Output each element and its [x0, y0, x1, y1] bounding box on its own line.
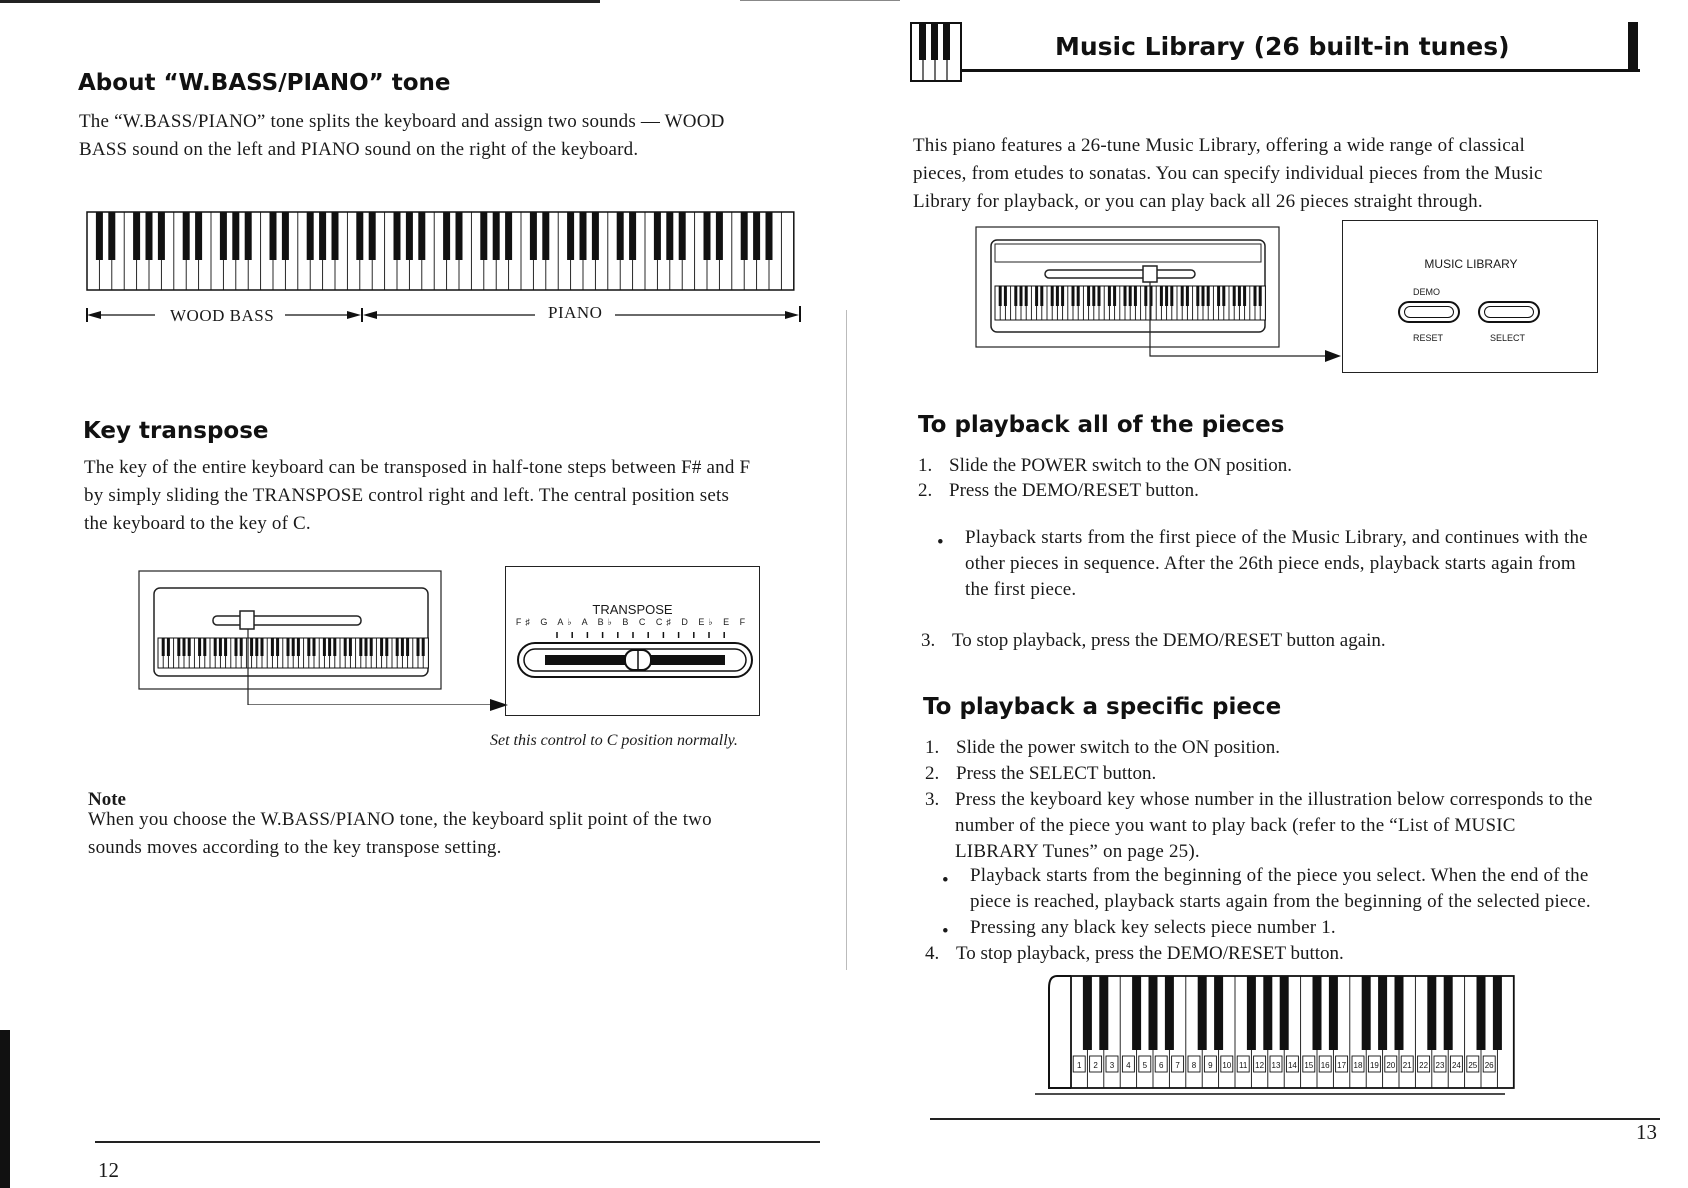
- step-text: Press the DEMO/RESET button.: [949, 480, 1199, 501]
- bullet1-line-2: piece is reached, playback starts again from the beginning of the selected piece.: [970, 891, 1591, 912]
- piano-overview-illustration: [138, 570, 508, 705]
- specific-step-3-text: [955, 787, 1665, 865]
- step-text: Press the SELECT button.: [956, 763, 1157, 784]
- key-number-17: 17: [1337, 1061, 1347, 1070]
- music-library-piano-illustration: [975, 226, 1345, 372]
- key-number-15: 15: [1304, 1061, 1314, 1070]
- header-underline: [962, 69, 1640, 72]
- key-number-16: 16: [1320, 1061, 1330, 1070]
- bullet-dot: •: [937, 532, 944, 553]
- playback-all-step-3: [921, 628, 1386, 654]
- bullet-dot: •: [942, 870, 949, 891]
- key-number-14: 14: [1287, 1061, 1297, 1070]
- transpose-label: TRANSPOSE: [592, 602, 673, 617]
- music-library-header: [910, 22, 1640, 82]
- transpose-line-3: the keyboard to the key of C.: [84, 513, 311, 534]
- panel-title: MUSIC LIBRARY: [1424, 257, 1518, 271]
- step3-line-2: number of the piece you want to play back (refer to the “List of MUSIC: [955, 815, 1516, 836]
- center-gutter-line: [846, 310, 847, 970]
- key-number-7: 7: [1175, 1061, 1180, 1070]
- step-text: To stop playback, press the DEMO/RESET button again.: [952, 630, 1386, 651]
- specific-step-4: [925, 941, 1344, 967]
- note-line-1: When you choose the W.BASS/PIANO tone, the keyboard split point of the two: [88, 809, 712, 830]
- key-number-26: 26: [1484, 1061, 1494, 1070]
- step-text: To stop playback, press the DEMO/RESET button.: [956, 943, 1344, 964]
- wbass-line-1: The “W.BASS/PIANO” tone splits the keyboard and assign two sounds — WOOD: [79, 111, 725, 132]
- numbered-keyboard-keys: [1035, 976, 1514, 1094]
- left-page-number: 12: [98, 1158, 119, 1182]
- key-number-5: 5: [1142, 1061, 1148, 1070]
- bullet-line-2: other pieces in sequence. After the 26th piece ends, playback starts again from: [965, 553, 1576, 574]
- step-text: Slide the POWER switch to the ON position.: [949, 455, 1293, 476]
- intro-line-3: Library for playback, or you can play back all 26 pieces straight through.: [913, 191, 1483, 212]
- specific-step-1: [925, 735, 1280, 761]
- key-number-24: 24: [1451, 1061, 1461, 1070]
- right-page-number: 13: [1636, 1120, 1657, 1144]
- step-number: 2.: [925, 763, 940, 784]
- key-number-12: 12: [1255, 1061, 1265, 1070]
- key-number-23: 23: [1435, 1061, 1445, 1070]
- key-number-9: 9: [1208, 1061, 1213, 1070]
- left-footer-rule: [95, 1141, 820, 1143]
- bullet1-line-1: Playback starts from the beginning of the piece you select. When the end of the: [970, 865, 1589, 886]
- music-library-title: Music Library (26 built-in tunes): [1055, 32, 1510, 61]
- split-keyboard-keys: [87, 212, 794, 290]
- step-number: 1.: [918, 455, 933, 476]
- section-title-playback-specific: To playback a specific piece: [923, 694, 1282, 720]
- transpose-caption: Set this control to C position normally.: [490, 732, 738, 749]
- key-number-4: 4: [1126, 1061, 1131, 1070]
- step3-line-1: Press the keyboard key whose number in the illustration below corresponds to the: [955, 789, 1593, 810]
- intro-line-2: pieces, from etudes to sonatas. You can specify individual pieces from the Music: [913, 163, 1543, 184]
- key-number-25: 25: [1468, 1061, 1478, 1070]
- intro-line-1: This piano features a 26-tune Music Library, offering a wide range of classical: [913, 135, 1525, 156]
- section-title-key-transpose: Key transpose: [83, 418, 269, 444]
- overview-keys: [158, 638, 428, 668]
- key-number-22: 22: [1419, 1061, 1429, 1070]
- step-number: 3.: [921, 630, 936, 651]
- section-title-playback-all: To playback all of the pieces: [918, 412, 1285, 438]
- transpose-ticks: [557, 632, 724, 638]
- step-number: 2.: [918, 480, 933, 501]
- specific-bullet-2: Pressing any black key selects piece number 1.: [970, 917, 1336, 938]
- transpose-paragraph: [84, 454, 824, 538]
- top-edge-line-left: [0, 0, 600, 3]
- piano-keys-icon: [910, 22, 962, 82]
- right-footer-rule: [930, 1118, 1660, 1120]
- key-number-8: 8: [1191, 1061, 1197, 1070]
- note-title: Note: [88, 789, 126, 810]
- music-library-panel: [1342, 220, 1598, 373]
- top-edge-line-mid: [740, 0, 900, 1]
- header-end-bar: [1628, 22, 1638, 72]
- key-number-1: 1: [1076, 1061, 1082, 1070]
- left-binding-edge: [0, 1030, 10, 1188]
- specific-step-3: [925, 787, 939, 813]
- numbered-keyboard-illustration: [1035, 970, 1555, 1100]
- music-library-intro: [913, 132, 1673, 216]
- note-line-2: sounds moves according to the key transpose setting.: [88, 837, 502, 858]
- key-number-13: 13: [1271, 1061, 1281, 1070]
- transpose-line-2: by simply sliding the TRANSPOSE control right and left. The central position sets: [84, 485, 730, 506]
- select-button[interactable]: [1478, 301, 1540, 323]
- panel-select-label: SELECT: [1490, 333, 1526, 343]
- key-number-2: 2: [1093, 1061, 1098, 1070]
- key-number-3: 3: [1109, 1061, 1115, 1070]
- bullet-line-3: the first piece.: [965, 579, 1077, 600]
- bullet-dot: •: [942, 921, 949, 942]
- step-text: Slide the power switch to the ON position.: [956, 737, 1281, 758]
- step-number: 4.: [925, 943, 940, 964]
- section-title-wbass: About “W.BASS/PIANO” tone: [78, 70, 451, 96]
- library-piano-keys: [995, 286, 1265, 320]
- wbass-paragraph: [79, 108, 819, 164]
- label-piano: PIANO: [548, 303, 603, 322]
- wbass-line-2: BASS sound on the left and PIANO sound on the right of the keyboard.: [79, 139, 639, 160]
- demo-reset-button[interactable]: [1398, 301, 1460, 323]
- playback-all-bullet: [965, 525, 1665, 603]
- panel-reset-label: RESET: [1413, 333, 1444, 343]
- label-wood-bass: WOOD BASS: [170, 306, 275, 325]
- specific-bullet-1: [970, 863, 1670, 915]
- playback-all-step-2: [918, 478, 1199, 504]
- step-number: 1.: [925, 737, 940, 758]
- specific-step-2: [925, 761, 1156, 787]
- key-number-11: 11: [1239, 1061, 1248, 1070]
- transpose-slider[interactable]: [515, 628, 755, 684]
- transpose-scale: F♯ G A♭ A B♭ B C C♯ D E♭ E F: [515, 617, 750, 627]
- note-paragraph: [88, 806, 828, 862]
- playback-all-step-1: [918, 453, 1292, 479]
- panel-demo-label: DEMO: [1413, 287, 1440, 297]
- key-number-20: 20: [1386, 1061, 1396, 1070]
- step3-line-3: LIBRARY Tunes” on page 25).: [955, 841, 1200, 862]
- key-number-10: 10: [1222, 1061, 1232, 1070]
- transpose-line-1: The key of the entire keyboard can be transposed in half-tone steps between F# and F: [84, 457, 751, 478]
- key-number-6: 6: [1158, 1061, 1164, 1070]
- key-number-18: 18: [1353, 1061, 1363, 1070]
- bullet-line-1: Playback starts from the first piece of the Music Library, and continues with the: [965, 527, 1588, 548]
- key-number-19: 19: [1369, 1061, 1379, 1070]
- key-number-21: 21: [1402, 1061, 1412, 1070]
- step-number: 3.: [925, 789, 940, 810]
